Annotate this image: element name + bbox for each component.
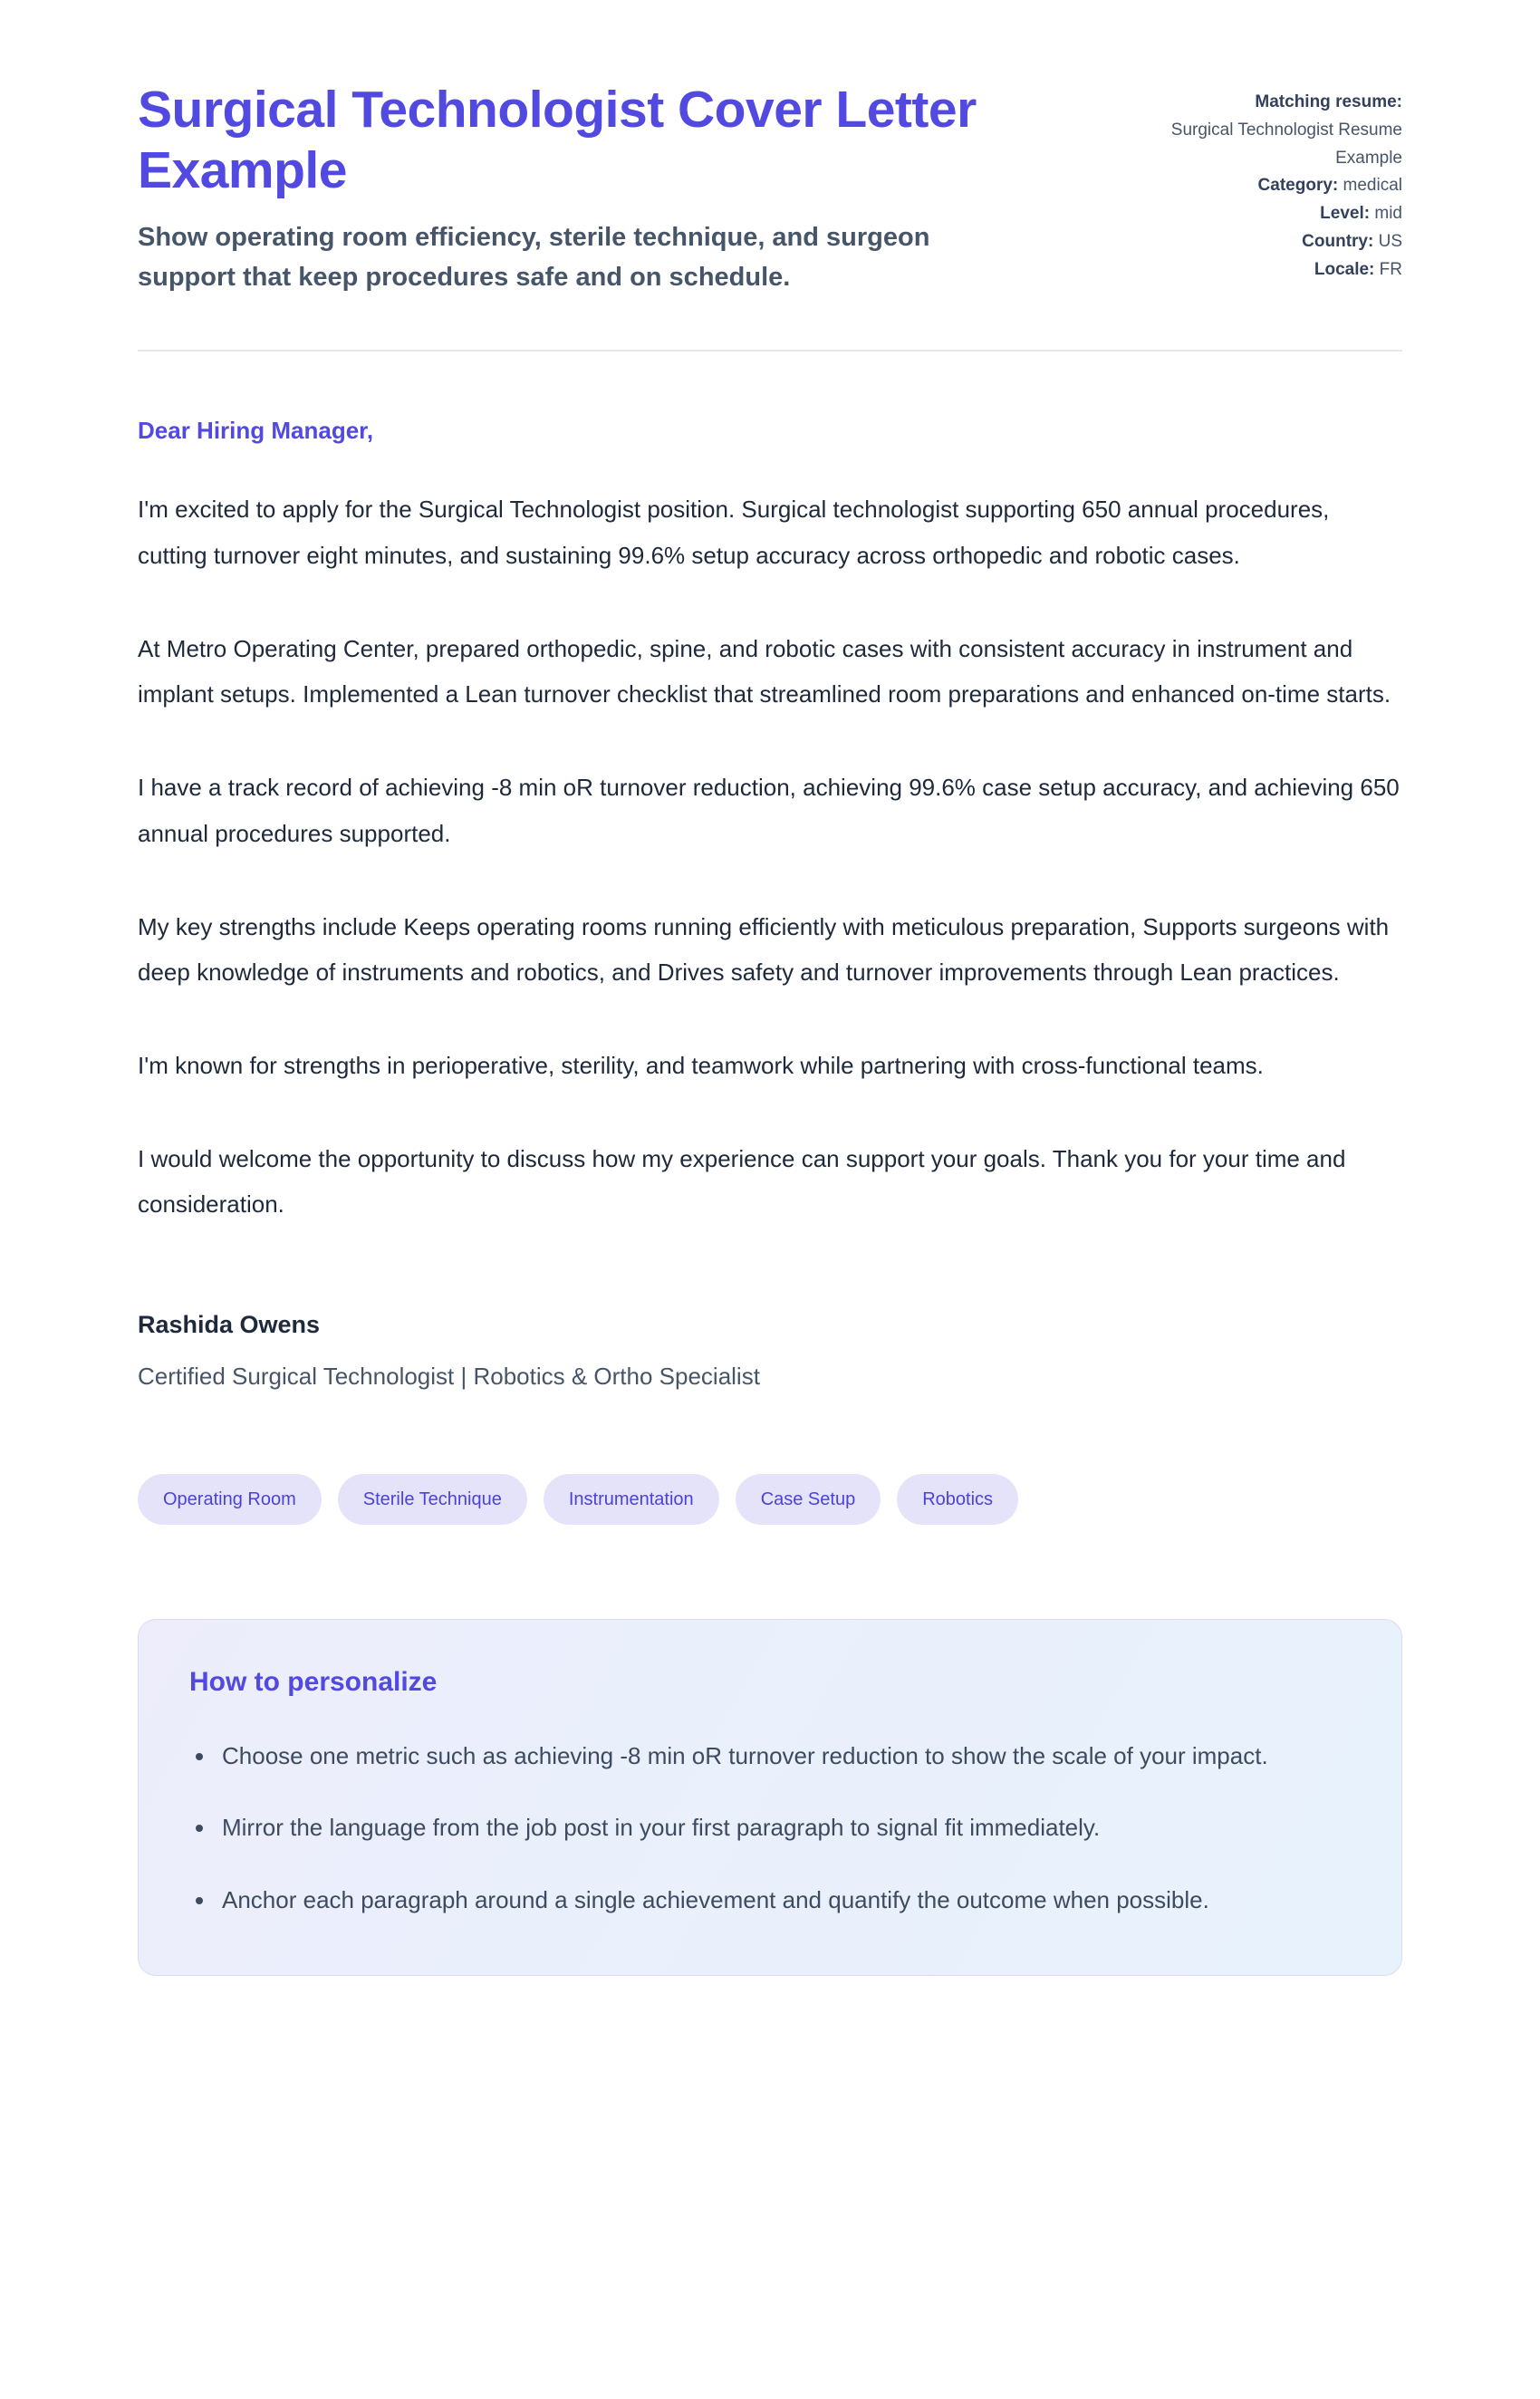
tag-instrumentation[interactable]: Instrumentation [544,1474,719,1525]
letter-paragraph-3: I have a track record of achieving -8 min oR turnover reduction, achieving 99.6% case setup accuracy, and achieving 650 annual procedures supported. [138,774,1400,847]
signature-name: Rashida Owens [138,1310,321,1338]
tag-robotics[interactable]: Robotics [897,1474,1018,1525]
personalize-heading: How to personalize [189,1666,438,1697]
tag-operating-room[interactable]: Operating Room [138,1474,322,1525]
letter-paragraph-2: At Metro Operating Center, prepared orthopedic, spine, and robotic cases with consistent accuracy in instrument and implant setups. Implemented a Lean turnover checklist that streamlined room preparations and enhanced on-time starts. [138,634,1391,708]
meta-value-country: US [1378,231,1402,251]
letter-paragraph-5: I'm known for strengths in perioperative, sterility, and teamwork while partnering with cross-functional teams. [138,1051,1264,1079]
page-subtitle: Show operating room efficiency, sterile technique, and surgeon support that keep procedures safe and on schedule. [138,223,930,292]
meta-row-category [1131,172,1402,200]
meta-value-locale: FR [1379,259,1402,279]
personalize-tip-1: • Choose one metric such as achieving -8 min oR turnover reduction to show the scale of your impact. [217,1734,1351,1778]
letter-paragraph-1: I'm excited to apply for the Surgical Technologist position. Surgical technologist supporting 650 annual procedures, cutting turnover eight minutes, and sustaining 99.6% setup accuracy across orthopedic and robotic cases. [138,496,1330,570]
tag-list [138,1474,1402,1525]
letter-paragraph-6: I would welcome the opportunity to discuss how my experience can support your goals. Thank you for your time and consideration. [138,1144,1346,1219]
letter-body [138,352,1402,1391]
meta-label-level: Level: [1320,204,1371,224]
page-title: Surgical Technologist Cover Letter Example [138,81,977,199]
personalize-tip-2: • Mirror the language from the job post in your first paragraph to signal fit immediately. [217,1806,1351,1850]
tag-sterile-technique[interactable]: Sterile Technique [338,1474,527,1525]
personalize-tip-list [189,1734,1351,1922]
tag-case-setup[interactable]: Case Setup [736,1474,881,1525]
matching-resume-label: Matching resume: [1255,92,1402,111]
meta-value-level: mid [1374,204,1402,224]
meta-row-locale [1131,256,1402,284]
meta-value-category: medical [1343,176,1402,196]
meta-row-level [1131,200,1402,228]
letter-paragraph-4: My key strengths include Keeps operating rooms running efficiently with meticulous preparation, Supports surgeons with deep knowledge of instruments and robotics, and Drives safety and turnover improvements through Lean practices. [138,912,1390,987]
salutation: Dear Hiring Manager, [138,417,374,445]
header-title-block [138,80,989,297]
meta-label-locale: Locale: [1314,259,1375,279]
matching-resume [1131,89,1402,172]
personalize-tip-3: • Anchor each paragraph around a single achievement and quantify the outcome when possible. [217,1878,1351,1922]
meta-label-country: Country: [1302,231,1374,251]
meta-row-country [1131,228,1402,256]
personalize-box [138,1619,1402,1976]
meta-panel [1131,80,1402,284]
meta-label-category: Category: [1257,176,1339,196]
page-header [138,80,1402,297]
signature-title: Certified Surgical Technologist | Robotics & Ortho Specialist [138,1362,760,1390]
matching-resume-value: Surgical Technologist Resume Example [1170,120,1402,168]
